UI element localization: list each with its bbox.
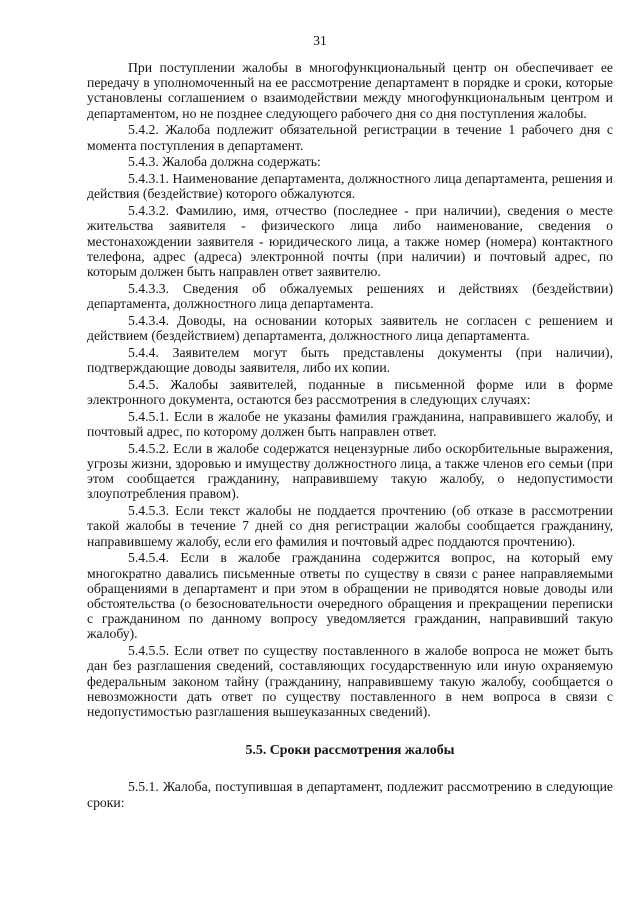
- paragraph-5-4-5-3: 5.4.5.3. Если текст жалобы не поддается прочтению (об отказе в рассмотрении такой жалобы в течение 7 дней со дня регистрации жалобы сообщается гражданину, направившему жалобу, если его фамилия и почтовый адрес поддаются прочтению).: [87, 503, 613, 549]
- paragraph-5-4-4: 5.4.4. Заявителем могут быть представлены документы (при наличии), подтверждающие доводы заявителя, либо их копии.: [87, 344, 613, 376]
- paragraph-5-4-5-1: 5.4.5.1. Если в жалобе не указаны фамилия гражданина, направившего жалобу, и почтовый адрес, по которому должен быть направлен ответ.: [87, 408, 613, 440]
- paragraph-5-4-5: 5.4.5. Жалобы заявителей, поданные в письменной форме или в форме электронного документа, остаются без рассмотрения в следующих случаях:: [87, 376, 613, 408]
- page-number: 31: [313, 33, 327, 48]
- paragraph-5-4-5-5: 5.4.5.5. Если ответ по существу поставленного в жалобе вопроса не может быть дан без разглашения сведений, составляющих государственную или иную охраняемую федеральным законом тайну (гражданину, направившему такую жалобу, сообщается о невозможности дать ответ по существу поставленного в нем вопроса в связи с недопустимостью разглашения вышеуказанных сведений).: [87, 643, 613, 720]
- section-heading: 5.5. Сроки рассмотрения жалобы: [245, 743, 455, 759]
- paragraph-5-4-3-4: 5.4.3.4. Доводы, на основании которых заявитель не согласен с решением и действием (бездействием) департамента, должностного лица департамента.: [87, 312, 613, 344]
- paragraph-5-4-3-2: 5.4.3.2. Фамилию, имя, отчество (последнее - при наличии), сведения о месте жительства заявителя - физического лица либо наименование, сведения о местонахождении заявителя - юридического лица, а также номер (номера) контактного телефона, адрес (адреса) электронной почты (при наличии) и почтовый адрес, по которым должен быть направлен ответ заявителю.: [87, 203, 613, 280]
- paragraph-5-5-1: 5.5.1. Жалоба, поступившая в департамент, подлежит рассмотрению в следующие сроки:: [87, 779, 613, 810]
- paragraph-5-4-3-3: 5.4.3.3. Сведения об обжалуемых решениях и действиях (бездействии) департамента, должностного лица департамента.: [87, 280, 613, 312]
- paragraph-5-4-2: 5.4.2. Жалоба подлежит обязательной регистрации в течение 1 рабочего дня с момента поступления в департамент.: [87, 122, 613, 153]
- paragraph-5-4-3: 5.4.3. Жалоба должна содержать:: [128, 154, 321, 170]
- paragraph-5-4-3-1: 5.4.3.1. Наименование департамента, должностного лица департамента, решения и действия (бездействие) которого обжалуются.: [87, 171, 613, 202]
- paragraph-5-4-5-4: 5.4.5.4. Если в жалобе гражданина содержится вопрос, на который ему многократно давались письменные ответы по существу в связи с ранее направляемыми обращениями в департамент и при этом в обращении не приводятся новые доводы или обстоятельства (о безосновательности очередного обращения и прекращении переписки с гражданином по данному вопросу уведомляется гражданин, направивший такую жалобу).: [87, 550, 613, 642]
- paragraph-5-4-5-2: 5.4.5.2. Если в жалобе содержатся нецензурные либо оскорбительные выражения, угрозы жизни, здоровью и имуществу должностного лица, а также членов его семьи (при этом сообщается гражданину, направившему такую жалобу, о недопустимости злоупотребления правом).: [87, 440, 613, 502]
- document-body: [87, 60, 613, 811]
- paragraph-mfc-transfer: При поступлении жалобы в многофункциональный центр он обеспечивает ее передачу в уполномоченный на ее рассмотрение департамент в порядке и сроки, которые установлены соглашением о взаимодействии между многофункциональным центром и департаментом, но не позднее следующего рабочего дня со дня поступления жалобы.: [87, 60, 613, 121]
